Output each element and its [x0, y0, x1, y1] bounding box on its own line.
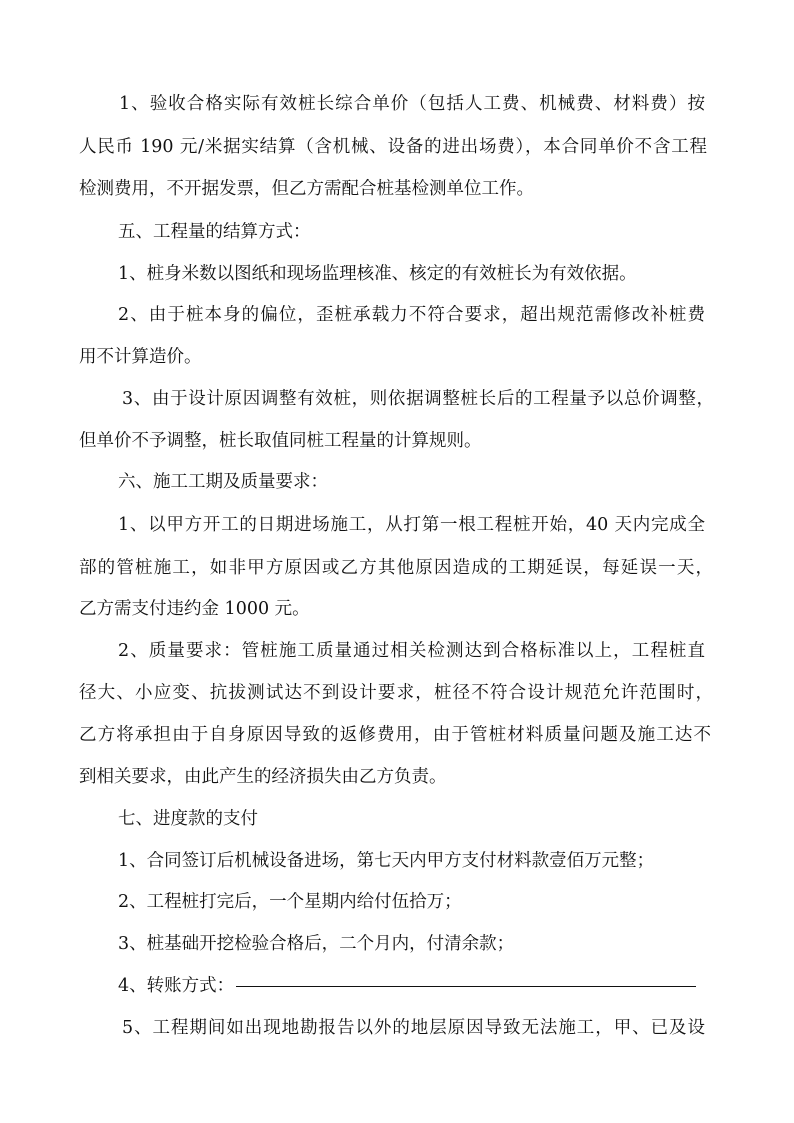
paragraph-line: 到相关要求，由此产生的经济损失由乙方负责。	[79, 767, 447, 787]
transfer-method-blank-line	[236, 986, 696, 987]
paragraph-line: 2、质量要求：管桩施工质量通过相关检测达到合格标准以上，工程桩直	[118, 641, 705, 661]
paragraph-line: 部的管桩施工，如非甲方原因或乙方其他原因造成的工期延误，每延误一天，	[79, 558, 713, 578]
paragraph-line: 用不计算造价。	[79, 347, 202, 367]
paragraph-line: 乙方将承担由于自身原因导致的返修费用，由于管桩材料质量问题及施工达不	[79, 725, 711, 745]
paragraph-line: 2、工程桩打完后，一个星期内给付伍拾万；	[118, 892, 462, 912]
paragraph-line: 5、工程期间如出现地勘报告以外的地层原因导致无法施工，甲、已及设	[122, 1018, 705, 1038]
paragraph-line: 检测费用，不开据发票，但乙方需配合桩基检测单位工作。	[79, 179, 534, 199]
paragraph-line: 2、由于桩本身的偏位，歪桩承载力不符合要求，超出规范需修改补桩费	[118, 305, 705, 325]
paragraph-line: 1、桩身米数以图纸和现场监理核准、核定的有效桩长为有效依据。	[118, 264, 637, 284]
paragraph-line: 径大、小应变、抗拔测试达不到设计要求，桩径不符合设计规范允许范围时，	[79, 683, 713, 703]
paragraph-line: 1、验收合格实际有效桩长综合单价（包括人工费、机械费、材料费）按	[119, 94, 705, 114]
paragraph-line: 但单价不予调整，桩长取值同桩工程量的计算规则。	[79, 431, 482, 451]
paragraph-line: 乙方需支付违约金 1000 元。	[79, 599, 310, 619]
transfer-method-label: 4、转账方式：	[118, 976, 235, 996]
section-heading: 五、工程量的结算方式：	[118, 222, 311, 242]
paragraph-line: 1、以甲方开工的日期进场施工，从打第一根工程桩开始，40 天内完成全	[118, 515, 705, 535]
paragraph-line: 1、合同签订后机械设备进场，第七天内甲方支付材料款壹佰万元整；	[118, 851, 655, 871]
paragraph-line: 人民币 190 元/米据实结算（含机械、设备的进出场费），本合同单价不含工程	[79, 137, 707, 157]
paragraph-line: 3、桩基础开挖检验合格后，二个月内，付清余款；	[118, 934, 515, 954]
paragraph-line: 3、由于设计原因调整有效桩，则依据调整桩长后的工程量予以总价调整，	[122, 389, 714, 409]
section-heading: 六、施工工期及质量要求：	[118, 472, 328, 492]
section-heading: 七、进度款的支付	[118, 809, 258, 829]
